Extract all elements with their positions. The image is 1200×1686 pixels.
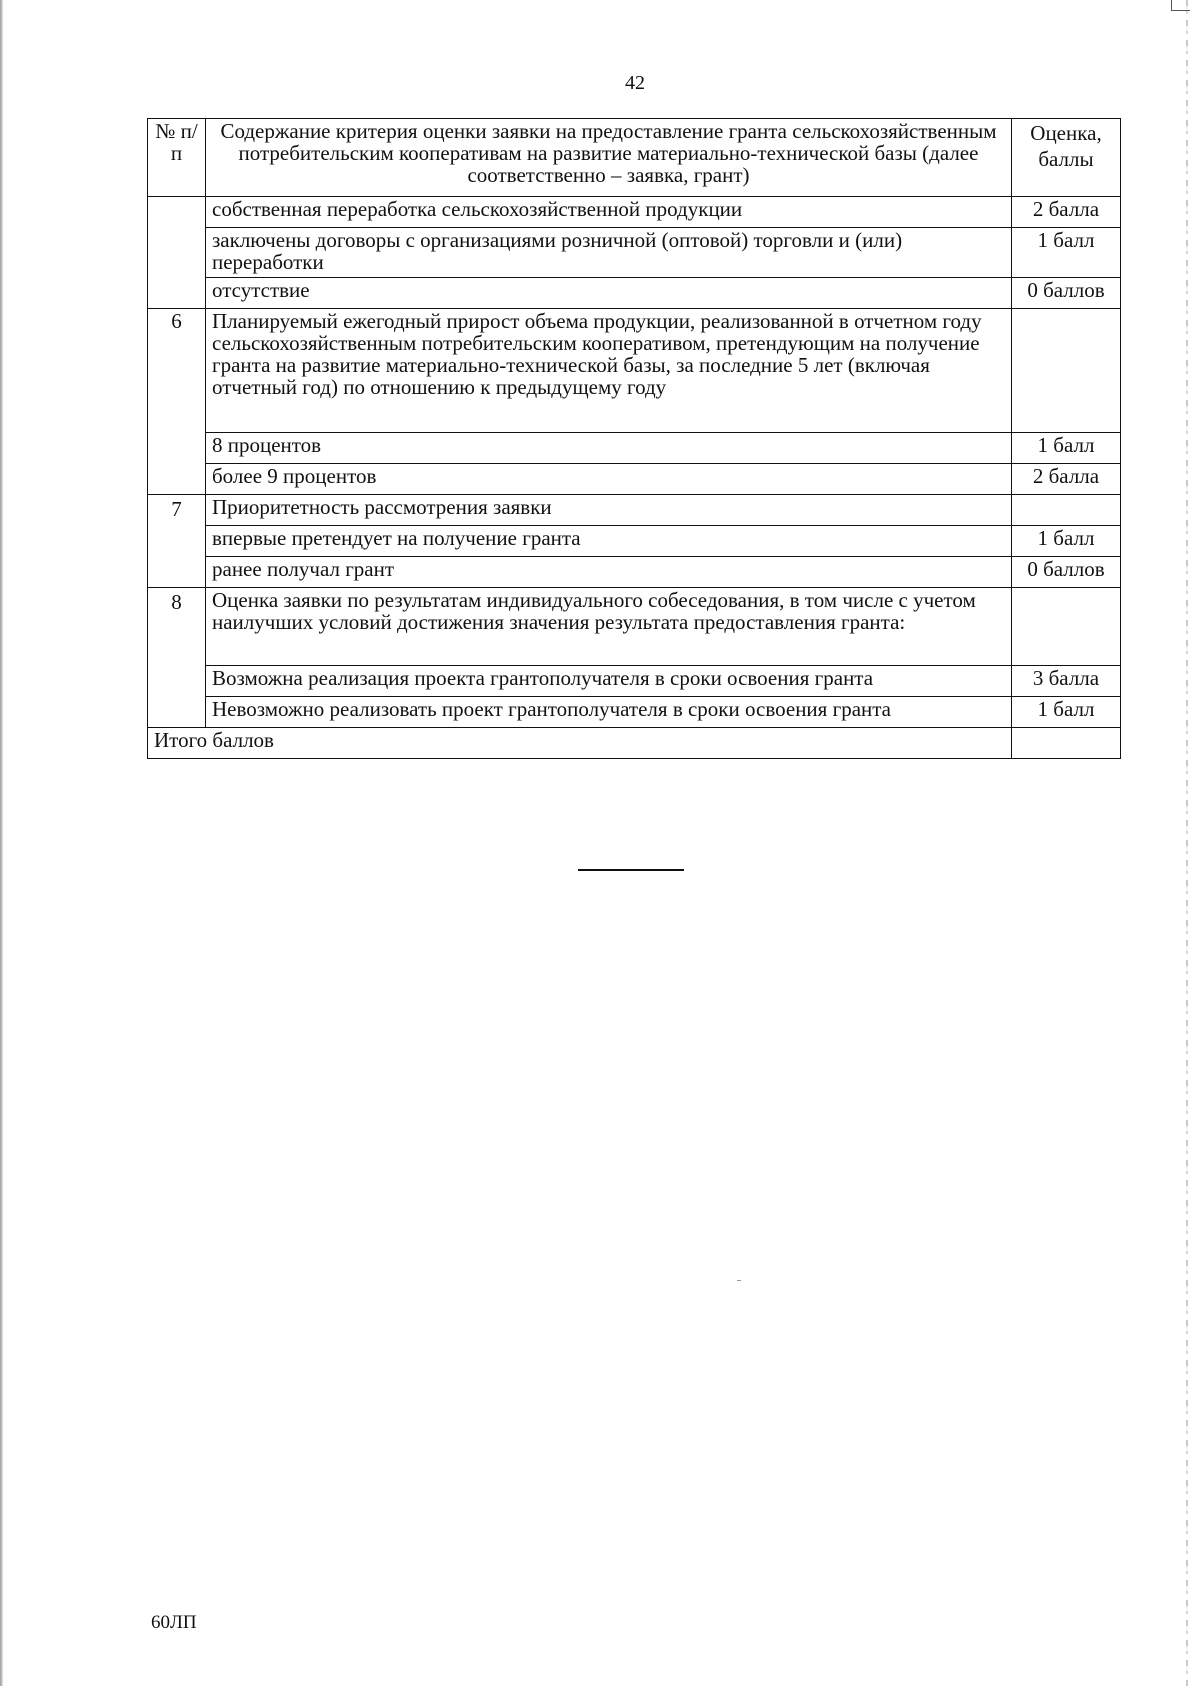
row-score: 2 балла: [1012, 464, 1121, 495]
row-score: 1 балл: [1012, 526, 1121, 557]
table-row: [148, 278, 1121, 309]
scan-speck: [737, 1280, 741, 1281]
row-text: Возможна реализация проекта грантополучателя в сроки освоения гранта: [206, 666, 1012, 697]
page-number: 42: [625, 72, 645, 94]
row-score: 1 балл: [1012, 697, 1121, 728]
row-text: впервые претендует на получение гранта: [206, 526, 1012, 557]
row-score: 1 балл: [1012, 228, 1121, 278]
row-num: 8: [148, 588, 206, 728]
total-label: Итого баллов: [148, 728, 1012, 759]
criteria-table: [147, 118, 1121, 759]
row-score: [1012, 495, 1121, 526]
table-row: [148, 697, 1121, 728]
end-separator-line: [578, 869, 684, 871]
table-row: [148, 588, 1121, 666]
row-score: 1 балл: [1012, 433, 1121, 464]
table-row: [148, 557, 1121, 588]
row-score: 0 баллов: [1012, 557, 1121, 588]
row-score: [1012, 309, 1121, 433]
row-score: 2 балла: [1012, 197, 1121, 228]
row-text: более 9 процентов: [206, 464, 1012, 495]
table-row: [148, 433, 1121, 464]
row-text: Оценка заявки по результатам индивидуального собеседования, в том числе с учетом наилучших условий достижения значения результата предоставления гранта:: [206, 588, 1012, 666]
row-num: [148, 197, 206, 309]
table-row: [148, 495, 1121, 526]
total-score: [1012, 728, 1121, 759]
table-row: [148, 197, 1121, 228]
row-text: Приоритетность рассмотрения заявки: [206, 495, 1012, 526]
row-text: заключены договоры с организациями розничной (оптовой) торговли и (или) переработки: [206, 228, 1012, 278]
row-text: ранее получал грант: [206, 557, 1012, 588]
footer-code: 60ЛП: [151, 1612, 197, 1633]
table-total-row: [148, 728, 1121, 759]
scan-edge-left: [0, 0, 3, 1686]
row-score: [1012, 588, 1121, 666]
row-text: отсутствие: [206, 278, 1012, 309]
header-score: Оценка, баллы: [1012, 119, 1121, 197]
row-num: 7: [148, 495, 206, 588]
table-row: [148, 464, 1121, 495]
row-text: Невозможно реализовать проект грантополучателя в сроки освоения гранта: [206, 697, 1012, 728]
scan-corner-mark: [1171, 0, 1190, 11]
scan-edge-right: [1186, 0, 1188, 1686]
table-row: [148, 526, 1121, 557]
table-row: [148, 666, 1121, 697]
row-text: Планируемый ежегодный прирост объема продукции, реализованной в отчетном году сельскохозяйственным потребительским кооперативом, претендующим на получение гранта на развитие материально-технической базы, за последние 5 лет (включая отчетный год) по отношению к предыдущему году: [206, 309, 1012, 433]
table-header-row: [148, 119, 1121, 197]
header-num: № п/п: [148, 119, 206, 197]
table-row: [148, 309, 1121, 433]
row-num: 6: [148, 309, 206, 495]
row-score: 0 баллов: [1012, 278, 1121, 309]
header-content: Содержание критерия оценки заявки на предоставление гранта сельскохозяйственным потребительским кооперативам на развитие материально-технической базы (далее соответственно – заявка, грант): [206, 119, 1012, 197]
row-score: 3 балла: [1012, 666, 1121, 697]
row-text: 8 процентов: [206, 433, 1012, 464]
row-text: собственная переработка сельскохозяйственной продукции: [206, 197, 1012, 228]
table-row: [148, 228, 1121, 278]
